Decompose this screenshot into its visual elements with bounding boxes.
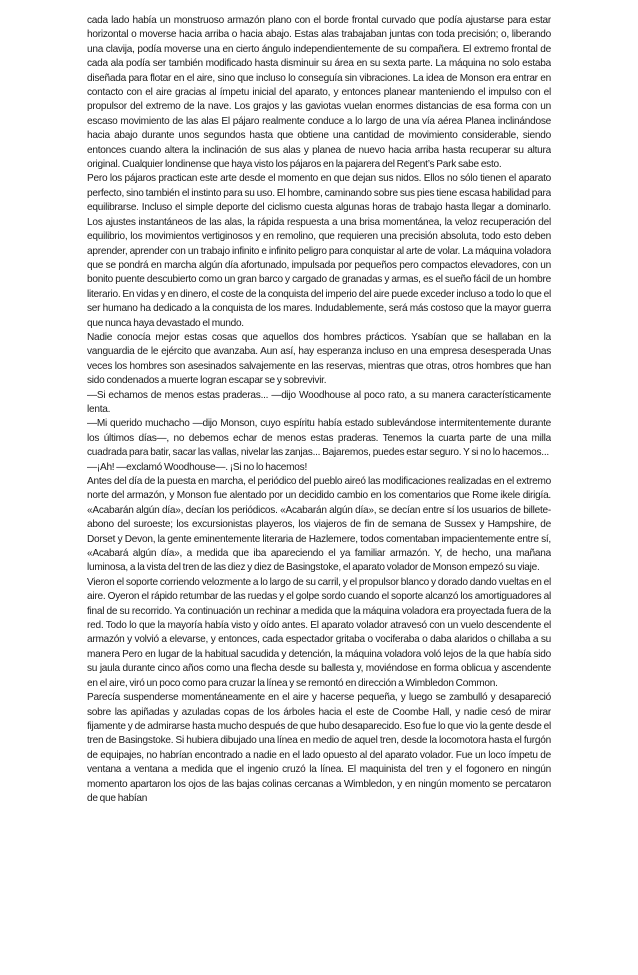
paragraph: Pero los pájaros practican este arte desde el momento en que dejan sus nidos. Ellos no sólo tienen el aparato perfecto, sino también el instinto para su uso. El hombre, caminando sobre sus pies tiene escasa habilidad para equilibrarse. Incluso el simple deporte del ciclismo cuesta algunas horas de trabajo hasta llegar a dominarlo. Los ajustes instantáneos de las alas, la rápida respuesta a una brisa momentánea, la veloz recuperación del equilibrio, los movimientos vertiginosos y en remolino, que requieren una precisión absoluta, todo esto deben aprender, aprender con un trabajo infinito e infinito peligro para conquistar al arte de volar. La máquina voladora que se pondrá en marcha algún día afortunado, impulsada por pequeños pero compactos elevadores, con un bonito puente descubierto como un gran barco y cargado de granadas y armas, es el sueño fácil de un hombre literario. En vidas y en dinero, el coste de la conquista del imperio del aire puede exceder incluso a todo lo que el ser humano ha dedicado a la conquista de los mares. Indudablemente, será más costoso que la mayor guerra que nunca haya devastado el mundo.	[87, 173, 551, 329]
paragraph: —¡Ah! —exclamó Woodhouse—. ¡Si no lo hacemos!	[87, 461, 308, 473]
document-page	[87, 14, 551, 964]
paragraph: Vieron el soporte corriendo velozmente a lo largo de su carril, y el propulsor blanco y dorado dando vueltas en el aire. Oyeron el rápido retumbar de las ruedas y el golpe sordo cuando el soporte alcanzó los amortiguadores al final de su recorrido. Ya continuación un rechinar a medida que la máquina voladora era proyectada fuera de la red. Todo lo que la mayoría había visto y oído antes. El aparato volador atravesó con un vuelo descendente el armazón y volvió a elevarse, y entonces, cada espectador gritaba o vociferaba o daba alaridos o chillaba a su manera Pero en lugar de la habitual sacudida y detención, la máquina voladora voló lejos de la que había sido su jaula durante cinco años como una flecha desde su ballesta y, moviéndose en forma oblicua y ascendente en el aire, viró un poco como para cruzar la línea y se remontó en dirección a Wimbledon Common.	[87, 576, 551, 689]
paragraph: cada lado había un monstruoso armazón plano con el borde frontal curvado que podía ajustarse para estar horizontal o moverse hacia arriba o hacia abajo. Estas alas trabajaban juntas con toda precisión; o, liberando una clavija, podía moverse una en cierto ángulo independientemente de su compañera. El extremo frontal de cada ala podía ser también modificado hasta disminuir su área en su sexta parte. La máquina no solo estaba diseñada para flotar en el aire, sino que incluso lo conseguía sin vibraciones. La idea de Monson era entrar en contacto con el aire gracias al ímpetu inicial del aparato, y entonces planear manteniendo el impulso con el propulsor del extremo de la nave. Los grajos y las gaviotas vuelan enormes distancias de esa forma con un escaso movimiento de las alas El pájaro realmente conduce a lo largo de una vía aérea Planea inclinándose hacia abajo durante unos segundos hasta que obtiene una cantidad de movimiento considerable, siendo entonces cuando altera la inclinación de sus alas y planea de nuevo hacia arriba hasta recuperar su altura original. Cualquier londinense que haya visto los pájaros en la pajarera del Regent’s Park sabe esto.	[87, 15, 551, 171]
paragraph: —Mi querido muchacho —dijo Monson, cuyo espíritu había estado sublevándose intermitentemente durante los últimos días—, no debemos echar de menos estas praderas. Tenemos la cuarta parte de una milla cuadrada para batir, sacar las vallas, nivelar las zanjas... Bajaremos, puedes estar seguro. Y si no lo hacemos...	[87, 418, 551, 459]
paragraph: —Si echamos de menos estas praderas... —dijo Woodhouse al poco rato, a su manera característicamente lenta.	[87, 389, 551, 415]
paragraph: Nadie conocía mejor estas cosas que aquellos dos hombres prácticos. Ysabían que se hallaban en la vanguardia de le ejército que avanzaba. Aun así, hay esperanza incluso en una empresa desesperada Unas veces los hombres son asesinados salvajemente en las reservas, mientras que otras, otros hombres que han sido condenados a muerte logran escapar se y sobrevivir.	[87, 331, 551, 387]
paragraph: Antes del día de la puesta en marcha, el periódico del pueblo aireó las modificaciones realizadas en el extremo norte del armazón, y Monson fue alentado por un decidido cambio en los comentarios que Rome ikele dirigía. «Acabarán algún día», decían los periódicos. «Acabarán algún día», se decían entre sí los usuarios de billete-abono del suroeste; los excursionistas playeros, los viajeros de fin de semana de Sussex y Hampshire, de Dorset y Devon, la gente eminentemente literaria de Hazlemere, todos comentaban impacientemente entre sí, «Acabará algún día», a medida que iba apareciendo el ya familiar armazón. Y, de hecho, una mañana luminosa, a la vista del tren de las diez y diez de Basingstoke, el aparato volador de Monson empezó su viaje.	[87, 476, 551, 574]
paragraph: Parecía suspenderse momentáneamente en el aire y hacerse pequeña, y luego se zambulló y desapareció sobre las apiñadas y azuladas copas de los árboles hacia el este de Coombe Hall, y nadie cesó de mirar fijamente y de admirarse hasta mucho después de que hubo desaparecido. Eso fue lo que vio la gente desde el tren de Basingstoke. Si hubiera dibujado una línea en medio de aquel tren, desde la locomotora hasta el furgón de equipajes, no habrían encontrado a nadie en el lado opuesto al del aparato volador. Fue un loco ímpetu de ventana a ventana a medida que el ingenio cruzó la línea. El maquinista del tren y el fogonero en ningún momento apartaron los ojos de las bajas colinas cercanas a Wimbledon, y en ningún momento se percataron de que habían	[87, 692, 551, 804]
